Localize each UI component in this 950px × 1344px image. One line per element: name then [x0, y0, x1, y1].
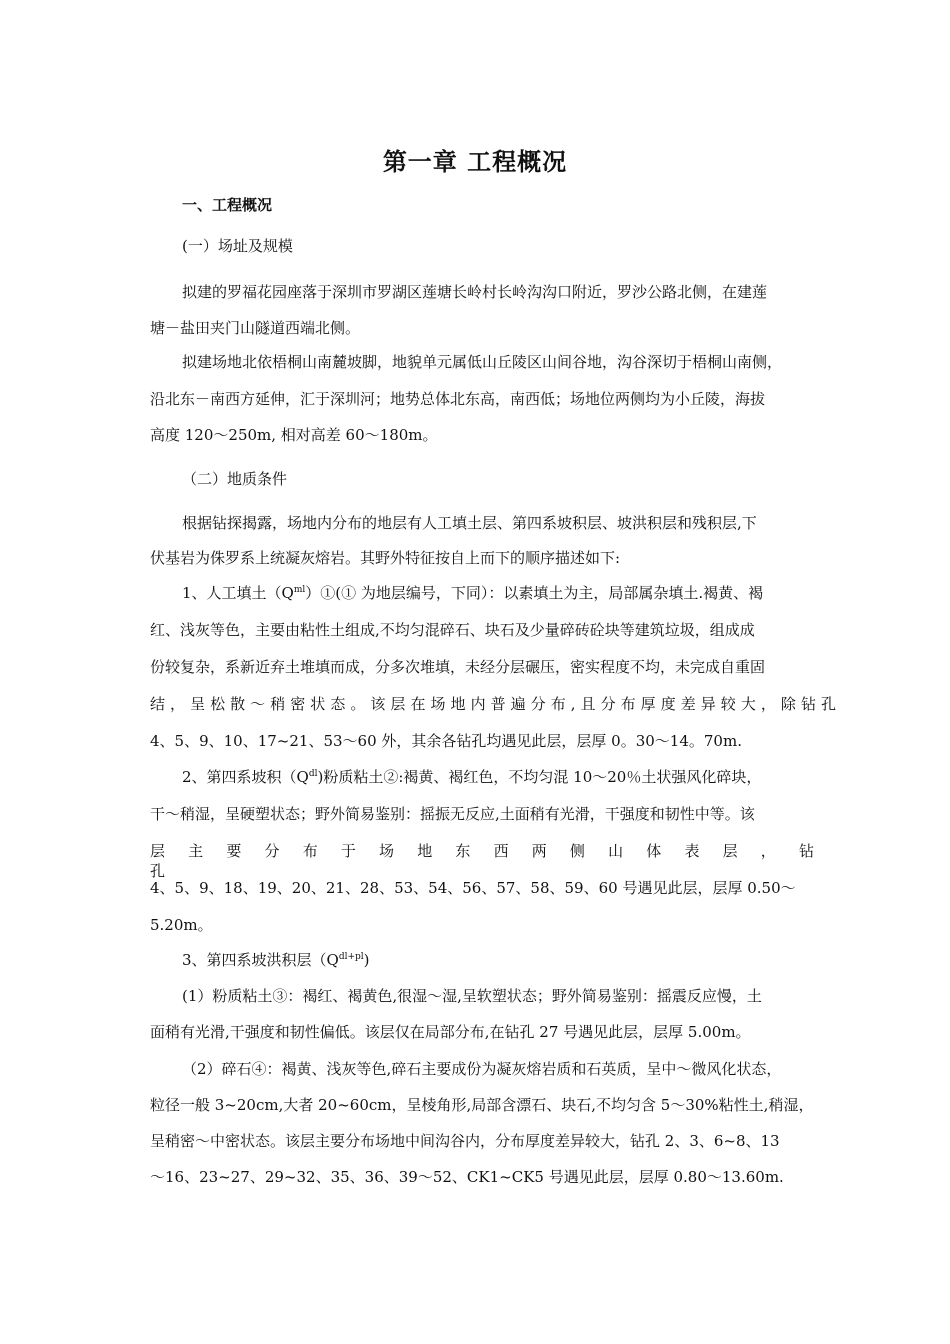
paragraph-line: ～16、23~27、29~32、35、36、39～52、CK1~CK5 号遇见此层，层厚 0.80～13.60m. — [150, 1168, 784, 1186]
section-heading: 一、工程概况 — [182, 196, 273, 214]
paragraph-line: 4、5、9、10、17~21、53～60 外，其余各钻孔均遇见此层，层厚 0。30～14。70m. — [150, 732, 742, 750]
layer-heading — [182, 583, 763, 603]
paragraph-line: 高度 120～250m, 相对高差 60～180m。 — [150, 426, 438, 444]
paragraph-line: 拟建的罗福花园座落于深圳市罗湖区莲塘长岭村长岭沟沟口附近，罗沙公路北侧，在建莲 — [182, 283, 768, 301]
paragraph-line: 拟建场地北依梧桐山南麓坡脚，地貌单元属低山丘陵区山间谷地，沟谷深切于梧桐山南侧， — [182, 353, 783, 371]
layer-prefix: 3、第四系坡洪积层（Q — [182, 951, 339, 969]
layer-heading — [182, 767, 761, 787]
paragraph-line: 红、浅灰等色，主要由粘性土组成,不均匀混碎石、块石及少量碎砖砼块等建筑垃圾，组成成 — [150, 621, 755, 639]
layer-superscript: ml — [293, 585, 306, 595]
paragraph-line: 份较复杂，系新近弃土堆填而成，分多次堆填，未经分层碾压，密实程度不均，未完成自重固 — [150, 658, 766, 676]
paragraph-line: 5.20m。 — [150, 916, 213, 934]
paragraph-line: （2）碎石④：褐黄、浅灰等色,碎石主要成份为凝灰熔岩质和石英质，呈中～微风化状态， — [182, 1060, 782, 1078]
layer-heading — [182, 950, 370, 970]
layer-prefix: 2、第四系坡积（Q — [182, 768, 309, 786]
paragraph-line: 塘－盐田夹门山隧道西端北侧。 — [150, 319, 361, 337]
paragraph-line: 层主要分布于场地东西两侧山体表层，钻孔 — [150, 842, 836, 880]
subsection-heading: (一）场址及规模 — [182, 237, 293, 255]
paragraph-line: 干～稍湿，呈硬塑状态；野外简易鉴别：摇振无反应,土面稍有光滑，干强度和韧性中等。该 — [150, 805, 755, 823]
layer-prefix: 1、人工填土（Q — [182, 584, 294, 602]
paragraph-line: 结，呈松散～稍密状态。该层在场地内普遍分布,且分布厚度差异较大，除钻孔 — [150, 695, 836, 713]
paragraph-line: 沿北东－南西方延伸，汇于深圳河；地势总体北东高，南西低；场地位两侧均为小丘陵，海拔 — [150, 390, 766, 408]
paragraph-line: 面稍有光滑,干强度和韧性偏低。该层仅在局部分布,在钻孔 27 号遇见此层，层厚 5.00m。 — [150, 1023, 751, 1041]
layer-superscript: dl — [308, 769, 318, 779]
layer-suffix: ）①(① 为地层编号，下同）：以素填土为主，局部属杂填土.褐黄、褐 — [305, 584, 764, 602]
layer-suffix: )粉质粘土②:褐黄、褐红色，不均匀混 10～20％土状强风化碎块， — [317, 768, 762, 786]
paragraph-line: 根据钻探揭露，场地内分布的地层有人工填土层、第四系坡积层、坡洪积层和残积层,下 — [182, 514, 757, 532]
layer-superscript: dl+pl — [338, 952, 364, 962]
paragraph-line: 伏基岩为侏罗系上统凝灰熔岩。其野外特征按自上而下的顺序描述如下: — [150, 549, 621, 567]
chapter-title: 第一章 工程概况 — [382, 148, 568, 176]
paragraph-line: 4、5、9、18、19、20、21、28、53、54、56、57、58、59、60 号遇见此层，层厚 0.50～ — [150, 879, 796, 897]
paragraph-line: 呈稍密～中密状态。该层主要分布场地中间沟谷内，分布厚度差异较大，钻孔 2、3、6~8、13 — [150, 1132, 780, 1150]
paragraph-line: 粒径一般 3~20cm,大者 20~60cm，呈棱角形,局部含漂石、块石,不均匀含 5～30%粘性土,稍湿， — [150, 1096, 814, 1114]
subsection-heading: （二）地质条件 — [182, 470, 288, 488]
paragraph-line: (1）粉质粘土③：褐红、褐黄色,很湿～湿,呈软塑状态；野外简易鉴别：摇震反应慢，土 — [182, 987, 762, 1005]
layer-suffix: ) — [363, 951, 370, 969]
